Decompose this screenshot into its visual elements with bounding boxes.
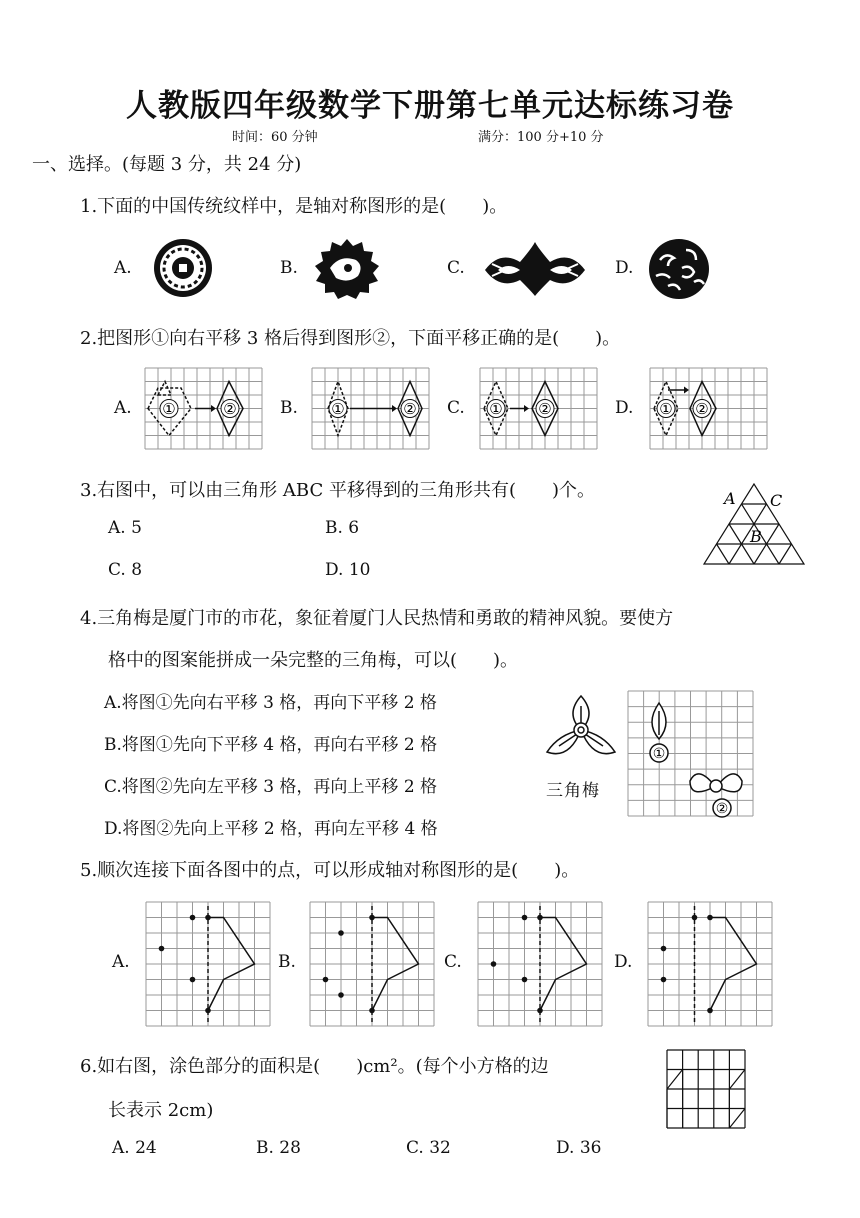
q4-grid[interactable] xyxy=(628,691,754,817)
q6-option-a[interactable]: A. 24 xyxy=(112,1138,157,1158)
q3-option-b[interactable]: B. 6 xyxy=(325,518,360,538)
svg-text:①: ① xyxy=(489,400,503,418)
bougainvillea-flower-icon xyxy=(545,694,617,766)
q2-label-c: C. xyxy=(447,398,465,418)
q5-grid-b[interactable] xyxy=(310,902,436,1026)
vertex-c-label: C xyxy=(770,491,783,510)
svg-text:①: ① xyxy=(331,400,345,418)
q1-label-b: B. xyxy=(280,258,298,278)
question-6-line1: 6.如右图，涂色部分的面积是( )cm²。(每个小方格的边 xyxy=(80,1056,549,1077)
q4-option-d[interactable]: D.将图②先向上平移 2 格，再向左平移 4 格 xyxy=(104,819,438,839)
q1-label-c: C. xyxy=(447,258,465,278)
svg-text:②: ② xyxy=(695,400,709,418)
q2-label-d: D. xyxy=(615,398,634,418)
question-3: 3.右图中，可以由三角形 ABC 平移得到的三角形共有( )个。 xyxy=(80,480,595,501)
vertex-b-label: B xyxy=(750,527,762,546)
q4-option-b[interactable]: B.将图①先向下平移 4 格，再向右平移 2 格 xyxy=(104,735,438,755)
flower-caption: 三角梅 xyxy=(546,781,600,801)
q5-grid-a[interactable] xyxy=(146,902,272,1026)
pattern-a-icon[interactable] xyxy=(148,238,218,298)
question-5: 5.顺次连接下面各图中的点，可以形成轴对称图形的是( )。 xyxy=(80,860,580,881)
q6-option-b[interactable]: B. 28 xyxy=(256,1138,301,1158)
section-heading: 一、选择。(每题 3 分，共 24 分) xyxy=(32,154,302,175)
question-2: 2.把图形①向右平移 3 格后得到图形②，下面平移正确的是( )。 xyxy=(80,328,621,349)
q5-label-b: B. xyxy=(278,952,296,972)
q2-grid-c[interactable] xyxy=(480,368,598,450)
q4-option-c[interactable]: C.将图②先向左平移 3 格，再向上平移 2 格 xyxy=(104,777,438,797)
svg-text:②: ② xyxy=(223,400,237,418)
q1-label-a: A. xyxy=(114,258,132,278)
q4-mark-2: ② xyxy=(715,801,729,817)
q3-option-a[interactable]: A. 5 xyxy=(108,518,142,538)
question-4-line1: 4.三角梅是厦门市的市花，象征着厦门人民热情和勇敢的精神风貌。要使方 xyxy=(80,608,674,629)
q2-grid-b[interactable] xyxy=(312,368,430,450)
q5-label-c: C. xyxy=(444,952,462,972)
pattern-c-icon[interactable] xyxy=(480,240,590,296)
q2-label-b: B. xyxy=(280,398,298,418)
q4-mark-1: ① xyxy=(652,746,666,762)
svg-text:②: ② xyxy=(538,400,552,418)
q3-option-c[interactable]: C. 8 xyxy=(108,560,143,580)
svg-text:②: ② xyxy=(403,400,417,418)
q3-option-d[interactable]: D. 10 xyxy=(325,560,371,580)
q5-grid-c[interactable] xyxy=(478,902,604,1026)
triangle-grid-figure xyxy=(700,478,810,568)
q2-label-a: A. xyxy=(114,398,132,418)
question-1: 1.下面的中国传统纹样中，是轴对称图形的是( )。 xyxy=(80,196,508,217)
q4-option-a[interactable]: A.将图①先向右平移 3 格，再向下平移 2 格 xyxy=(104,693,437,713)
question-4-line2: 格中的图案能拼成一朵完整的三角梅，可以( )。 xyxy=(108,650,519,671)
svg-text:①: ① xyxy=(659,400,673,418)
svg-text:①: ① xyxy=(162,400,176,418)
question-6-line2: 长表示 2cm) xyxy=(108,1100,214,1121)
page-title: 人教版四年级数学下册第七单元达标练习卷 xyxy=(126,88,734,124)
time-limit: 时间：60 分钟 xyxy=(232,130,318,145)
q2-grid-d[interactable] xyxy=(650,368,768,450)
pattern-b-icon[interactable] xyxy=(312,238,382,300)
q6-option-d[interactable]: D. 36 xyxy=(556,1138,602,1158)
full-score: 满分：100 分+10 分 xyxy=(478,130,604,145)
q6-option-c[interactable]: C. 32 xyxy=(406,1138,451,1158)
q1-label-d: D. xyxy=(615,258,634,278)
q2-grid-a[interactable] xyxy=(145,368,263,450)
pattern-d-icon[interactable] xyxy=(646,238,712,300)
q5-label-d: D. xyxy=(614,952,633,972)
q5-label-a: A. xyxy=(112,952,130,972)
vertex-a-label: A xyxy=(724,489,736,508)
q5-grid-d[interactable] xyxy=(648,902,774,1026)
q6-grid[interactable] xyxy=(667,1050,747,1130)
